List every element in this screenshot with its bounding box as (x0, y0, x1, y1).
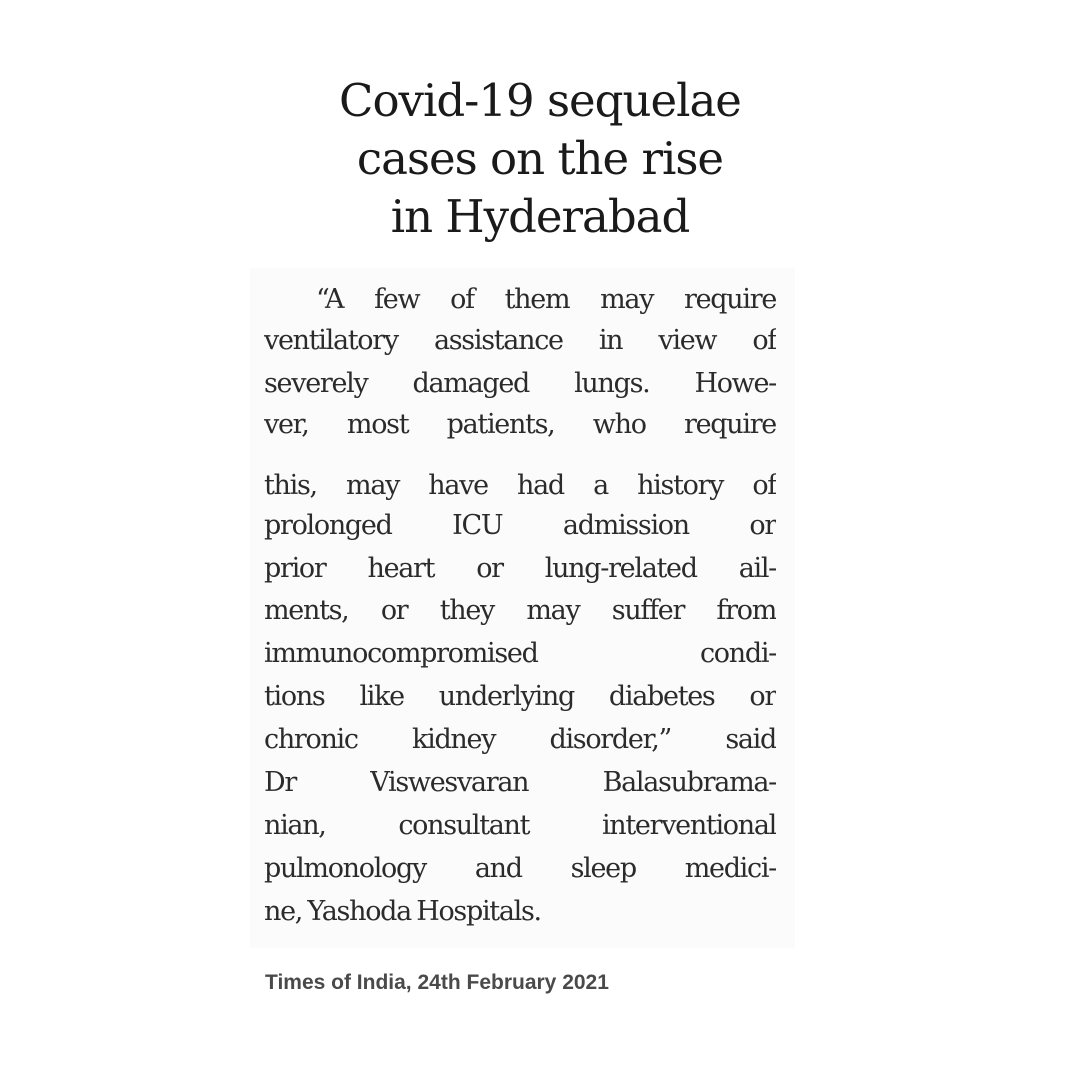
article-body-line-14: pulmonology and sleep medici- (264, 853, 776, 884)
article-body-line-12: Dr Viswesvaran Balasubrama- (264, 767, 776, 798)
headline-line-3: in Hyderabad (390, 190, 690, 243)
headline-line-1: Covid-19 sequelae (339, 74, 741, 127)
article-body-line-1: “A few of them may require (316, 284, 776, 315)
article-body-line-3: severely damaged lungs. Howe- (264, 368, 776, 399)
article-body-line-11: chronic kidney disorder,” said (264, 724, 776, 755)
article-body-line-6: prolonged ICU admission or (264, 510, 776, 541)
article-body-line-10: tions like underlying diabetes or (264, 681, 776, 712)
headline-line-2: cases on the rise (356, 132, 724, 185)
article-body-line-8: ments, or they may suffer from (264, 595, 776, 626)
article-body-line-4: ver, most patients, who require (264, 409, 776, 440)
article-headline (250, 72, 830, 246)
article-body-line-9: immunocompromised condi- (264, 638, 776, 669)
article-body-line-2: ventilatory assistance in view of (264, 325, 776, 356)
source-caption: Times of India, 24th February 2021 (265, 971, 609, 994)
article-body-line-13: nian, consultant interventional (264, 810, 776, 841)
article-body-line-5: this, may have had a history of (264, 470, 776, 501)
article-body-line-15: ne, Yashoda Hospitals. (264, 896, 541, 927)
article-body-line-7: prior heart or lung-related ail- (264, 553, 776, 584)
